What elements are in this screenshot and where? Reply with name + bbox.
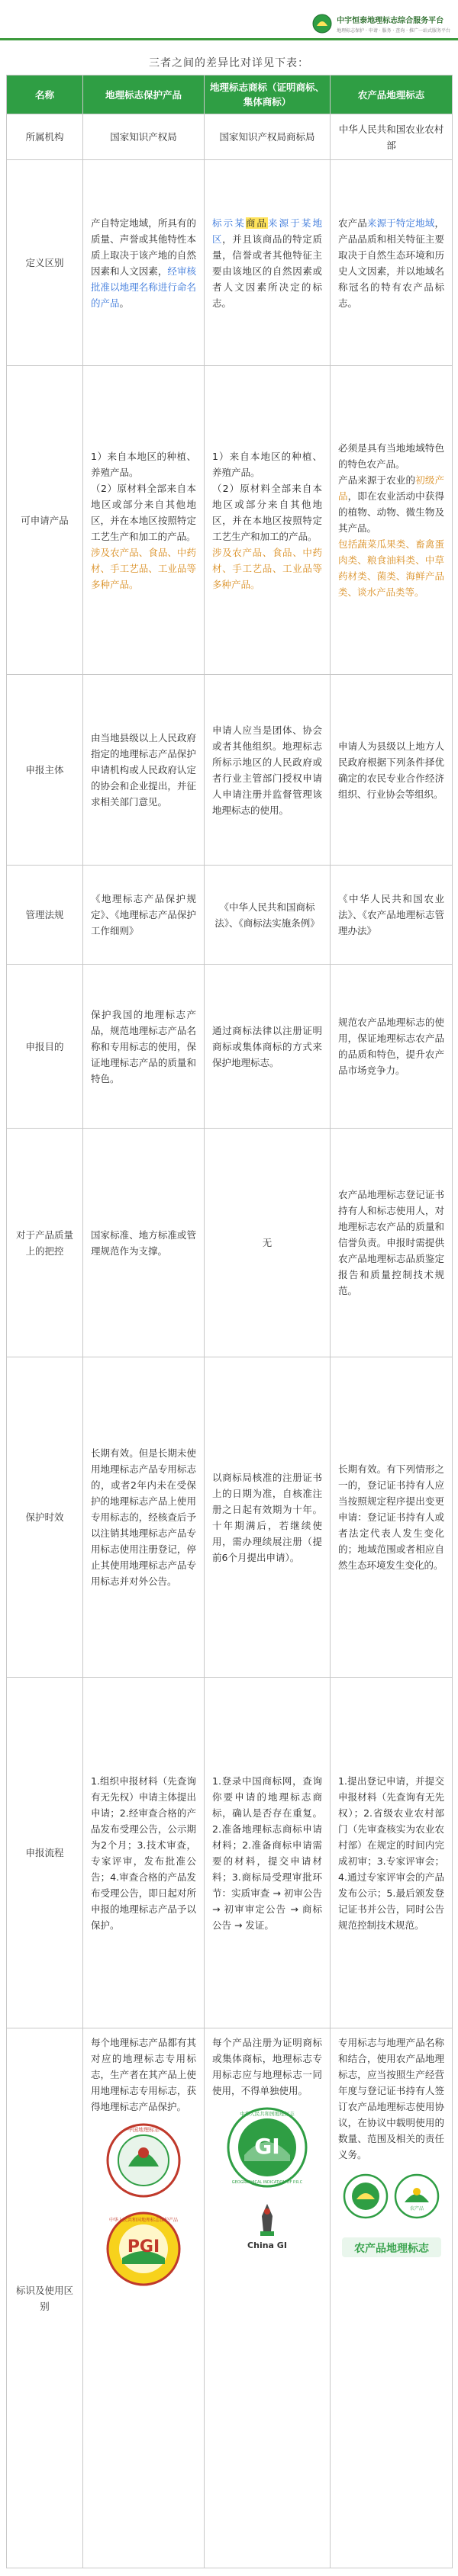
cell-scope-c3 — [331, 366, 453, 675]
cell-process-c1: 1.组织申报材料（先查询有无先权）申请主体提出申请；2.经审查合格的产品发布受理公告，公示期为2个月；3.技术审查，专家评审，发布批准公告；4.审查合格的产品发布受理公告，即日起对所申报的地理标志产品予以保护。 — [83, 1678, 205, 2028]
header-name: 名称 — [7, 75, 83, 114]
def-c3-origin: 来源于特定地域 — [366, 217, 435, 229]
cell-period-c3: 长期有效。有下列情形之一的，登记证书持有人应当按照规定程序提出变更申请：登记证书持有人或者法定代表人发生变化的；地域范围或者相应自然生态环境发生变化的。 — [331, 1357, 453, 1678]
header-gi-protected-product: 地理标志保护产品 — [83, 75, 205, 114]
china-gi-mark-logo — [212, 2201, 322, 2259]
header-bar — [0, 0, 458, 50]
cell-quality-c3: 农产品地理标志登记证书持有人和标志使用人，对地理标志农产品的质量和信誉负责。申报时需提供农产品地理标志品质鉴定报告和质量控制技术规范。 — [331, 1129, 453, 1357]
cell-purpose-c1: 保护我国的地理标志产品，规范地理标志产品名称和专用标志的使用，保证地理标志产品的质量和特色。 — [83, 965, 205, 1129]
def-c2-product: 商品 — [245, 217, 269, 229]
row-label-period: 保护时效 — [7, 1357, 83, 1678]
cell-definition-c2 — [205, 160, 331, 366]
row-label-definition: 定义区别 — [7, 160, 83, 366]
cell-applicant-c3: 申请人为县级以上地方人民政府根据下列条件择优确定的农民专业合作经济组织、行业协会等组织。 — [331, 675, 453, 866]
cell-mark-c1 — [83, 2028, 205, 2568]
agri-seal-caption: 农产品 — [410, 2206, 424, 2211]
row-label-process: 申报流程 — [7, 1678, 83, 2028]
header-divider — [0, 38, 458, 40]
table-row-process — [7, 1678, 453, 2028]
mark-c2-text: 每个产品注册为证明商标或集体商标，地理标志专用标志应与地理标志一同使用，不得单独使用。 — [212, 2037, 322, 2096]
scope-c2-item2: （2）原材料全部来自本地区或部分来自其他地区，并在本地区按照特定工艺生产和加工的产品。 — [212, 482, 322, 542]
table-row-scope — [7, 366, 453, 675]
scope-c1-item2: （2）原材料全部来自本地区或部分来自其他地区，并在本地区按照特定工艺生产和加工的产品。 — [91, 482, 196, 542]
def-c1-highlight: 经审核批准以地理名称进行命名的产品 — [91, 265, 196, 309]
row-label-applicant: 申报主体 — [7, 675, 83, 866]
scope-c2-types: 涉及农产品、食品、中药材、手工艺品、工业品等多种产品。 — [212, 546, 322, 590]
row-label-org: 所属机构 — [7, 114, 83, 160]
table-row-mark — [7, 2028, 453, 2568]
cell-purpose-c2: 通过商标法律以注册证明商标或集体商标的方式来保护地理标志。 — [205, 965, 331, 1129]
table-row-law — [7, 866, 453, 965]
gi-seal-icon — [226, 2106, 308, 2189]
agri-gi-wordmark-icon — [342, 2234, 441, 2260]
cell-applicant-c1: 由当地县级以上人民政府指定的地理标志产品保护申请机构或人民政府认定的协会和企业提出，并征求相关部门意见。 — [83, 675, 205, 866]
table-row-applicant — [7, 675, 453, 866]
cell-org-c1: 国家知识产权局 — [83, 114, 205, 160]
cell-law-c2: 《中华人民共和国商标法》、《商标法实施条例》 — [205, 866, 331, 965]
cell-applicant-c2: 申请人应当是团体、协会或者其他组织。地理标志所标示地区的人民政府或者行业主管部门授权申请人申请注册并监督管理该地理标志的使用。 — [205, 675, 331, 866]
mark-c3-text: 专用标志与地理产品名称和结合，使用农产品地理标志，应当按照生产经营年度与登记证书持有人签订农产品地理标志使用协议，在协议中载明使用的数量、范围及相关的责任义务。 — [338, 2037, 444, 2160]
agri-gi-seal-icon-2 — [394, 2173, 440, 2219]
gi-ring-en-text: GEOGRAPHICAL INDICATION OF P.R.C — [231, 2180, 303, 2185]
china-gi-logo — [91, 2122, 196, 2203]
agri-gi-seal-icon-1 — [343, 2173, 389, 2219]
agri-gi-wordmark — [338, 2234, 444, 2265]
cell-period-c1: 长期有效。但是长期未使用地理标志产品专用标志的，或者2年内未在受保护的地理标志产品上使用专用标志的，经核查后予以注销其地理标志产品专用标志使用注册登记，停止其使用地理标志产品专用标志并对外公告。 — [83, 1357, 205, 1678]
cell-mark-c3 — [331, 2028, 453, 2568]
pgi-ring-text: 中华人民共和国地理标志保护产品 — [108, 2218, 179, 2223]
header-gi-trademark: 地理标志商标（证明商标、集体商标） — [205, 75, 331, 114]
scope-c1-item1: 1）来自本地区的种植、养殖产品。 — [91, 450, 196, 478]
cell-org-c3: 中华人民共和国农业农村部 — [331, 114, 453, 160]
def-c3-lead: 农产品 — [338, 217, 367, 229]
cell-purpose-c3: 规范农产品地理标志的使用，保证地理标志农产品的品质和特色，提升农产品市场竞争力。 — [331, 965, 453, 1129]
scope-c3-source: 产品来源于农业的 — [338, 474, 416, 486]
gi-logo — [212, 2106, 322, 2193]
table-row-quality — [7, 1129, 453, 1357]
gi-letters: GI — [254, 2134, 280, 2159]
pgi-seal-icon — [105, 2211, 182, 2287]
def-c2-text: ，并且该商品的特定质量，信誉或者其他特征主要由该地区的自然因素或者人文因素所决定的标志。 — [212, 233, 322, 309]
gi-ring-text: 中华人民共和国地理标志 — [240, 2111, 295, 2117]
table-row-purpose — [7, 965, 453, 1129]
cell-process-c2: 1.登录中国商标网，查询你要申请的地理标志商标，确认是否存在重复。2.准备地理标志商标申请材料；2.准备商标申请需要的材料，提交申请材料；3.商标局受理审批环节：实质审查 → 初审公告 → 初审审定公告 → 商标公告 → 发证。 — [205, 1678, 331, 2028]
scope-c3-desc: ，即在农业活动中获得的植物、动物、微生物及其产品。 — [338, 490, 444, 534]
table-header-row — [7, 75, 453, 114]
cell-scope-c2 — [205, 366, 331, 675]
table-row-definition — [7, 160, 453, 366]
agri-gi-logos — [338, 2170, 444, 2227]
china-gi-mark-icon — [233, 2201, 302, 2254]
cell-definition-c1 — [83, 160, 205, 366]
row-label-mark: 标识及使用区别 — [7, 2028, 83, 2568]
comparison-table — [6, 75, 453, 2568]
cell-quality-c1: 国家标准、地方标准或管理规范作为支撑。 — [83, 1129, 205, 1357]
def-c1-text: 产自特定地域，所具有的质量、声誉或其他特性本质上取决于该产地的自然因素和人文因素， — [91, 217, 196, 277]
row-label-law: 管理法规 — [7, 866, 83, 965]
cell-mark-c2 — [205, 2028, 331, 2568]
row-label-scope: 可申请产品 — [7, 366, 83, 675]
header-agri-gi: 农产品地理标志 — [331, 75, 453, 114]
brand[interactable] — [312, 14, 450, 34]
mark-c1-text: 每个地理标志产品都有其对应的地理标志专用标志，生产者在其产品上使用地理标志专用标志，获得地理标志产品保护。 — [91, 2037, 196, 2112]
table-row-org — [7, 114, 453, 160]
def-c2-lead: 标示某 — [212, 217, 246, 229]
cell-org-c2: 国家知识产权局商标局 — [205, 114, 331, 160]
def-c3-text: ，产品品质和相关特征主要取决于自然生态环境和历史人文因素，并以地域名称冠名的特有农产品标志。 — [338, 217, 444, 309]
def-c2-origin: 来源于某地区 — [212, 217, 322, 245]
table-row-period — [7, 1357, 453, 1678]
cell-period-c2: 以商标局核准的注册证书上的日期为准，自核准注册之日起有效期为十年。十年期满后，若继续使用，需办理续展注册（提前6个月提出申请）。 — [205, 1357, 331, 1678]
brand-subtitle: 地理标志保护 · 申请 · 服务 · 查询 · 推广一站式服务平台 — [337, 28, 450, 34]
scope-c3-types: 包括蔬菜瓜果类、畜禽蛋肉类、粮食油料类、中草药材类、菌类、海鲜产品类、谈水产品类等。 — [338, 538, 444, 598]
china-gi-seal-icon — [105, 2122, 182, 2199]
scope-c3-item1: 必须是具有当地地域特色的特色农产品。 — [338, 442, 444, 470]
intro-text: 三者之间的差异比对详见下表： — [149, 57, 309, 69]
agri-gi-wordmark-text: 农产品地理标志 — [353, 2243, 429, 2255]
brand-logo-icon — [312, 14, 332, 34]
pgi-letters: PGI — [127, 2237, 160, 2256]
scope-c2-item1: 1）来自本地区的种植、养殖产品。 — [212, 450, 322, 478]
row-label-purpose: 申报目的 — [7, 965, 83, 1129]
cell-law-c3: 《中华人民共和国农业法》、《农产品地理标志管理办法》 — [331, 866, 453, 965]
row-label-quality: 对于产品质量上的把控 — [7, 1129, 83, 1357]
cell-quality-c2: 无 — [205, 1129, 331, 1357]
scope-c1-types: 涉及农产品、食品、中药材、手工艺品、工业品等多种产品。 — [91, 546, 196, 590]
china-gi-ring-text: 中国地理标志 — [127, 2127, 160, 2133]
def-c1-end: 。 — [119, 297, 130, 309]
cell-process-c3: 1.提出登记申请，并提交申报材料（先查询有无先权）；2.省级农业农村部门（先审查核实为农业农村部）在规定的时间内完成初审；3.专家评审会；4.通过专家评审会的产品发布公示；5.最后颁发登记证书并公告，同时公告规范控制技术规范。 — [331, 1678, 453, 2028]
scope-c3-primary: 初级产品 — [338, 474, 444, 502]
cell-definition-c3 — [331, 160, 453, 366]
cell-law-c1: 《地理标志产品保护规定》、《地理标志产品保护工作细则》 — [83, 866, 205, 965]
pgi-logo — [91, 2211, 196, 2292]
cell-scope-c1 — [83, 366, 205, 675]
china-gi-mark-text: China GI — [247, 2240, 287, 2250]
brand-name: 中宇恒泰地理标志综合服务平台 — [337, 17, 444, 25]
